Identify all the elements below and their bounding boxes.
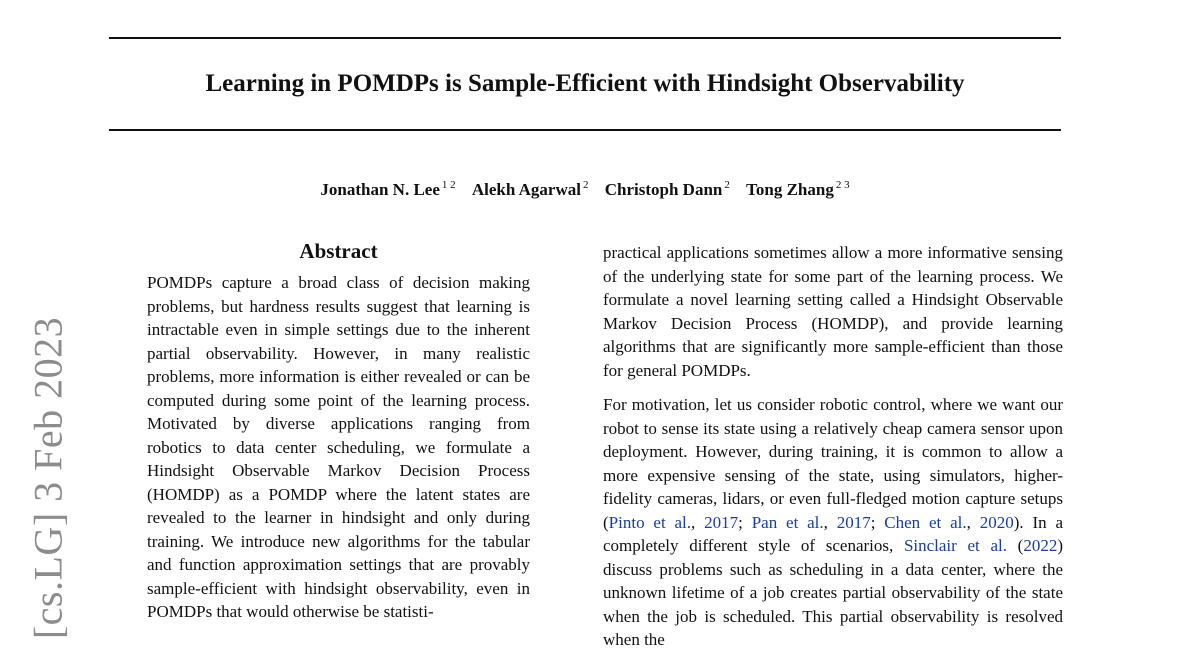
author-name: Tong Zhang [746, 179, 834, 199]
author-affiliation: 2 3 [835, 179, 850, 191]
author [472, 180, 589, 199]
title-rule-bottom [109, 129, 1061, 131]
body-text: ; [738, 512, 752, 532]
body-text: For motivation, let us consider robotic control, where we want our robot to sense its state using a relatively cheap camera sensor upon deployment. However, during training, it is common to allow a more expensive sensing of the state, using simulators, higher-fidelity cameras, lidars, or even full-fledged motion capture setups ( [603, 395, 1063, 532]
author-list [109, 174, 1061, 201]
body-text: ; [870, 512, 885, 532]
author [320, 180, 455, 199]
abstract-heading: Abstract [299, 239, 378, 263]
paper-title: Learning in POMDPs is Sample-Efficient with Hindsight Observability [205, 70, 965, 97]
citation-link[interactable]: Sinclair et al. [903, 536, 1007, 555]
author [605, 180, 730, 199]
abstract-text: POMDPs capture a broad class of decision making problems, but hardness results suggest that learning is intractable even in simple settings due to the inherent partial observability. However, in many realistic problems, more information is either revealed or can be computed during some point of the learning process. Motivated by diverse applications ranging from robotics to data center scheduling, we formulate a Hindsight Observable Markov Decision Process (HOMDP) as a POMDP where the latent states are revealed to the learner in hindsight and only during training. We introduce new algorithms for the tabular and function approximation settings that are provably sample-efficient with hindsight observability, even in POMDPs that would otherwise be statisti- [147, 273, 530, 621]
title-rule-top [109, 37, 1061, 39]
right-column [603, 241, 1063, 652]
body-text: ( [1006, 536, 1024, 555]
author-name: Jonathan N. Lee [320, 179, 440, 199]
arxiv-stamp: [cs.LG] 3 Feb 2023 [25, 316, 71, 640]
citation-link[interactable]: 2017 [704, 512, 739, 532]
author-affiliation: 2 [582, 179, 589, 191]
citation-link[interactable]: Chen et al. [884, 512, 967, 532]
intro-paragraph: practical applications sometimes allow a more informative sensing of the underlying state for some part of the learning process. We formulate a novel learning setting called a Hindsight Observable Markov Decision Process (HOMDP), and provide learning algorithms that are significantly more sample-efficient than those for general POMDPs. [603, 243, 1063, 380]
author-affiliation: 1 2 [441, 179, 456, 191]
citation-link[interactable]: 2017 [836, 512, 871, 532]
citation-link[interactable]: Pan et al. [751, 512, 824, 532]
body-text: , [691, 512, 705, 532]
citation-link[interactable]: 2022 [1023, 536, 1058, 555]
intro-paragraph [603, 393, 1063, 652]
author-name: Christoph Dann [604, 179, 723, 199]
body-text: ) discuss problems such as scheduling in a data center, where the unknown lifetime of a job creates partial observability of the state when the job is scheduled. This partial observability is resolved when the [603, 536, 1063, 649]
body-text: ). In a completely different style of scenarios, [603, 512, 1064, 555]
author-name: Alekh Agarwal [471, 179, 581, 199]
citation-link[interactable]: Pinto et al. [608, 512, 692, 532]
author [746, 180, 849, 199]
author-affiliation: 2 [724, 179, 730, 191]
left-column [147, 238, 530, 624]
body-text: , [966, 512, 980, 532]
citation-link[interactable]: 2020 [979, 512, 1014, 532]
body-text: , [823, 512, 837, 532]
